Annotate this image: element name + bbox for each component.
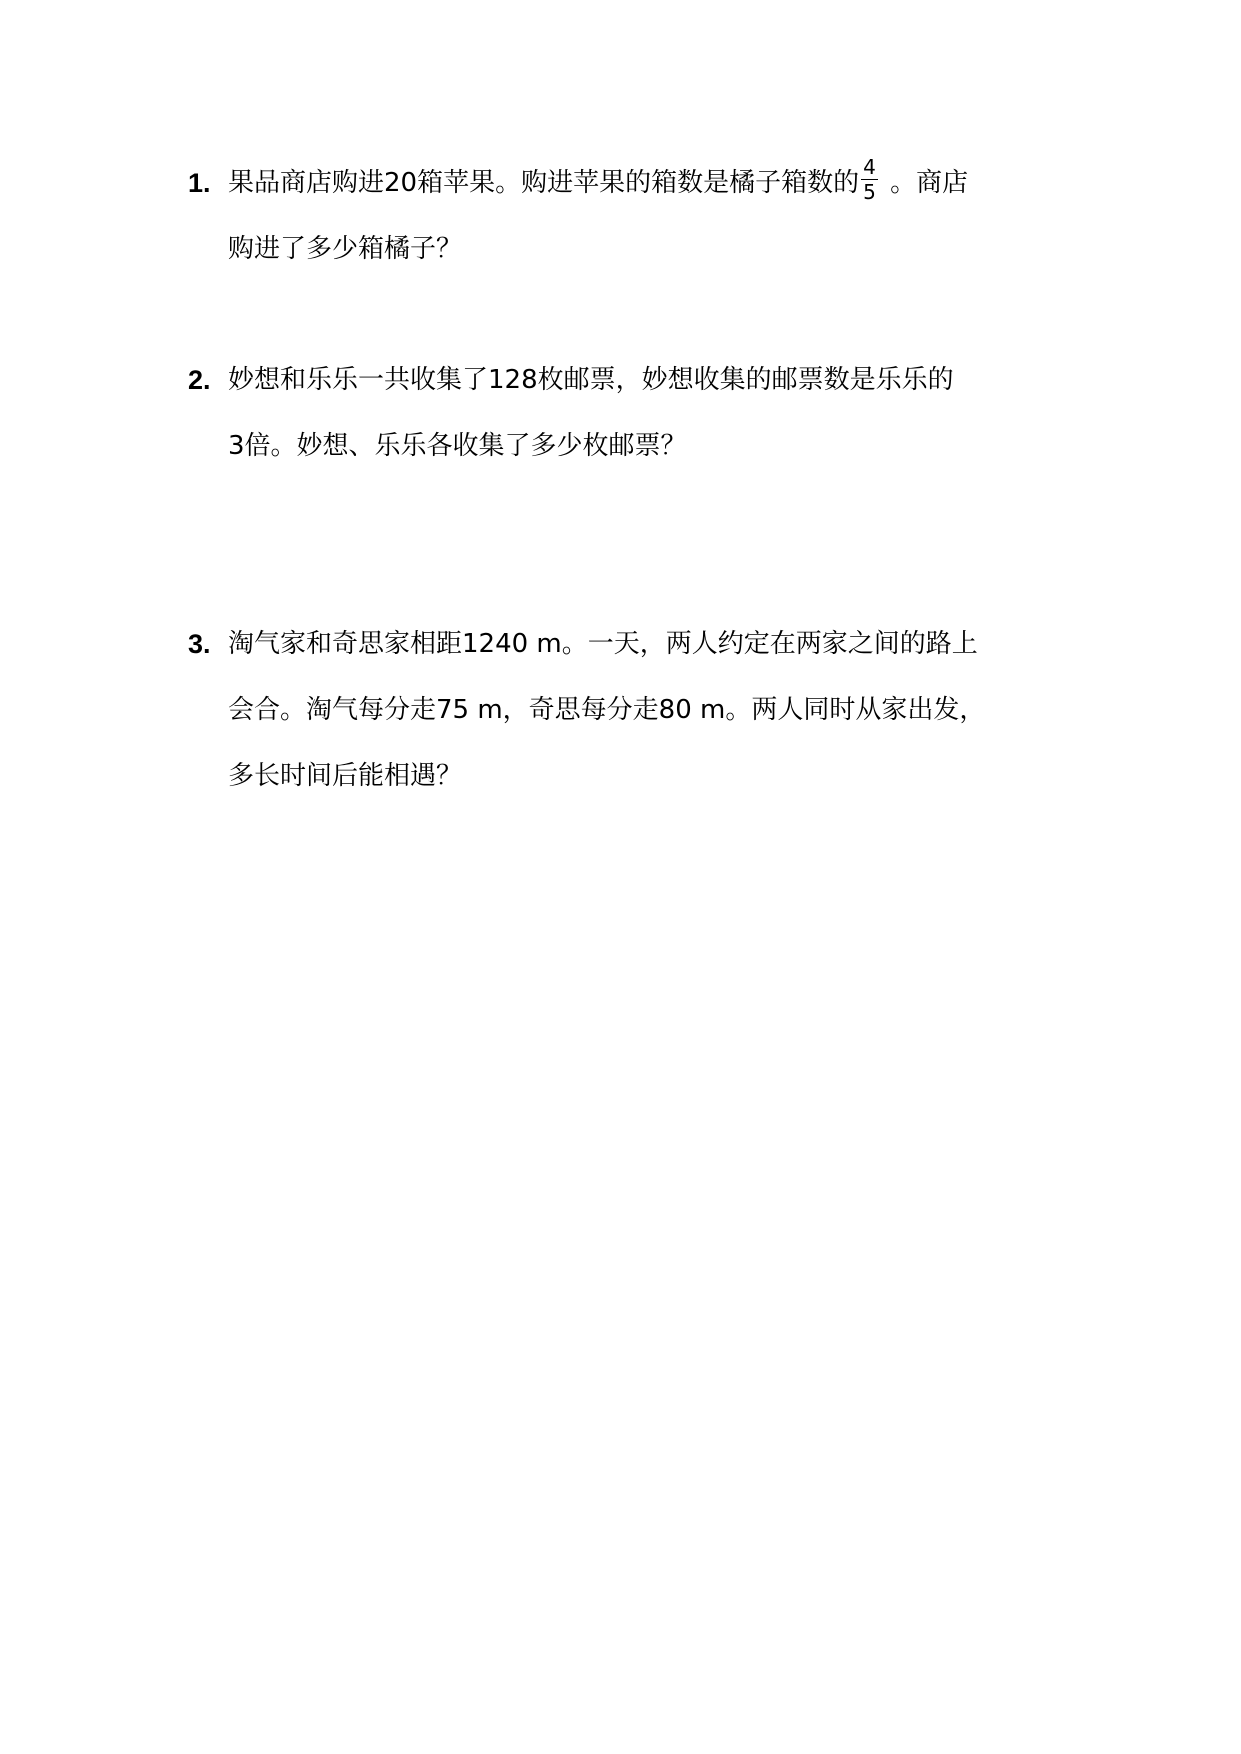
problem-text: 果品商店购进20箱苹果。购进苹果的箱数是橘子箱数的 (228, 168, 860, 198)
problem-line: 3倍。妙想、乐乐各收集了多少枚邮票？ (228, 431, 687, 461)
problem-line: 妙想和乐乐一共收集了128枚邮票，妙想收集的邮票数是乐乐的 (228, 365, 954, 395)
problem-line (228, 150, 968, 216)
problem-number: 3. (188, 629, 211, 659)
problem-line: 会合。淘气每分走75 m，奇思每分走80 m。两人同时从家出发， (228, 695, 986, 725)
problem-number: 2. (188, 365, 211, 395)
problem-number: 1. (188, 168, 211, 198)
problem-text: 。商店 (881, 168, 969, 198)
fraction (861, 155, 878, 204)
problem-line: 多长时间后能相遇？ (228, 761, 463, 791)
problem-line: 淘气家和奇思家相距1240 m。一天，两人约定在两家之间的路上 (228, 629, 978, 659)
fraction-denominator: 5 (863, 180, 876, 204)
fraction-numerator: 4 (863, 155, 876, 179)
problem-line: 购进了多少箱橘子？ (228, 234, 463, 264)
